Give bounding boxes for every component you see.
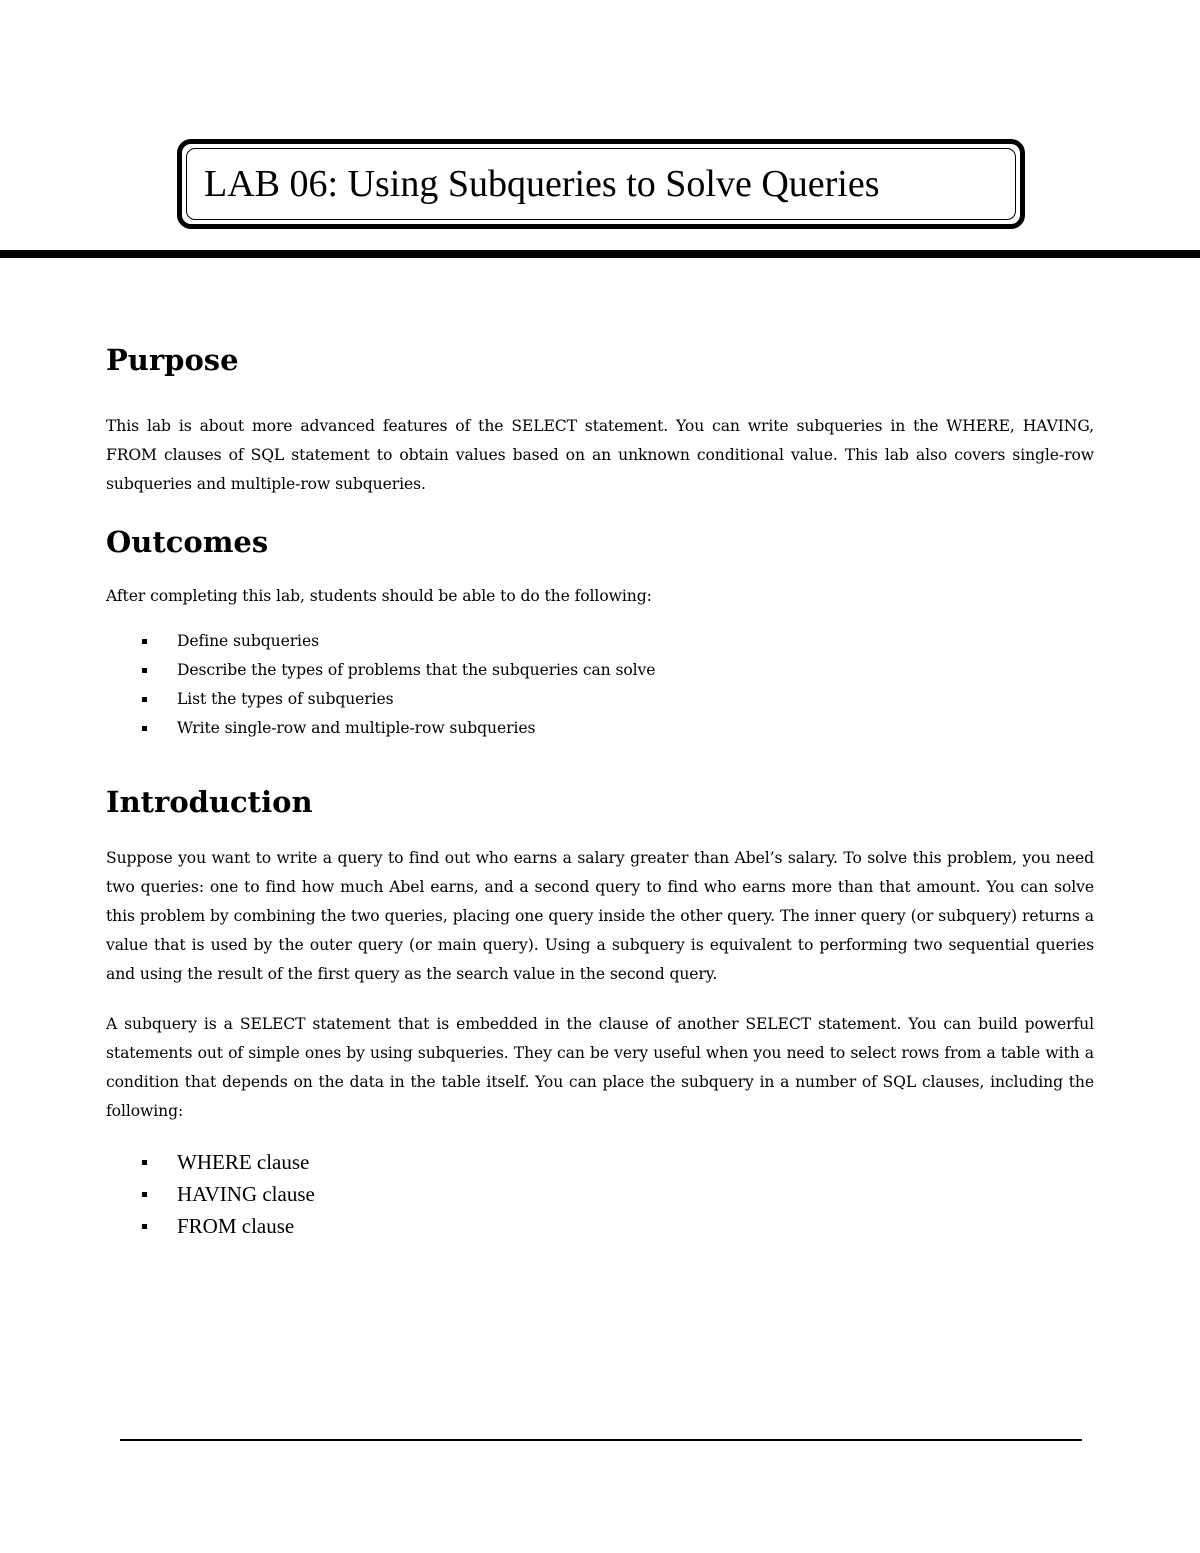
bullet-icon: [142, 726, 147, 731]
list-item: [106, 1178, 1094, 1210]
list-item-text: HAVING clause: [177, 1182, 315, 1207]
list-item-text: Describe the types of problems that the subqueries can solve: [177, 661, 656, 680]
list-item-text: WHERE clause: [177, 1150, 310, 1175]
title-box: [177, 139, 1025, 229]
list-item: [106, 1146, 1094, 1178]
list-item-text: Write single-row and multiple-row subqueries: [177, 719, 536, 738]
outcomes-heading: Outcomes: [106, 524, 269, 559]
list-item-text: FROM clause: [177, 1214, 295, 1239]
clauses-list: [106, 1146, 1094, 1242]
list-item-text: Define subqueries: [177, 631, 319, 650]
bullet-icon: [142, 668, 147, 673]
list-item: [106, 627, 1094, 656]
bullet-icon: [142, 1192, 147, 1197]
outcomes-list: [106, 627, 1094, 744]
introduction-paragraph-2: A subquery is a SELECT statement that is embedded in the clause of another SELECT statement. You can build powerful statements out of simple ones by using subqueries. They can be very useful when you need to select rows from a table with a condition that depends on the data in the table itself. You can place the subquery in a number of SQL clauses, including the following:: [106, 1014, 1094, 1121]
document-body: [106, 340, 1094, 1242]
list-item: [106, 714, 1094, 743]
bullet-icon: [142, 639, 147, 644]
purpose-heading: Purpose: [106, 343, 239, 377]
bullet-icon: [142, 1160, 147, 1165]
introduction-heading: Introduction: [106, 784, 313, 819]
purpose-paragraph: This lab is about more advanced features of the SELECT statement. You can write subqueries in the WHERE, HAVING, FROM clauses of SQL statement to obtain values based on an unknown conditional value. This lab also covers single-row subqueries and multiple-row subqueries.: [106, 417, 1094, 494]
list-item-text: List the types of subqueries: [177, 690, 394, 709]
outcomes-intro: After completing this lab, students should be able to do the following:: [106, 586, 652, 605]
bullet-icon: [142, 697, 147, 702]
list-item: [106, 1210, 1094, 1242]
page-title: LAB 06: Using Subqueries to Solve Queries: [204, 163, 880, 205]
bullet-icon: [142, 1224, 147, 1229]
footer-divider: [120, 1439, 1082, 1441]
introduction-paragraph-1: Suppose you want to write a query to find out who earns a salary greater than Abel’s salary. To solve this problem, you need two queries: one to find how much Abel earns, and a second query to find who earns more than that amount. You can solve this problem by combining the two queries, placing one query inside the other query. The inner query (or subquery) returns a value that is used by the outer query (or main query). Using a subquery is equivalent to performing two sequential queries and using the result of the first query as the search value in the second query.: [106, 848, 1094, 984]
list-item: [106, 656, 1094, 685]
header-divider: [0, 250, 1200, 258]
list-item: [106, 685, 1094, 714]
